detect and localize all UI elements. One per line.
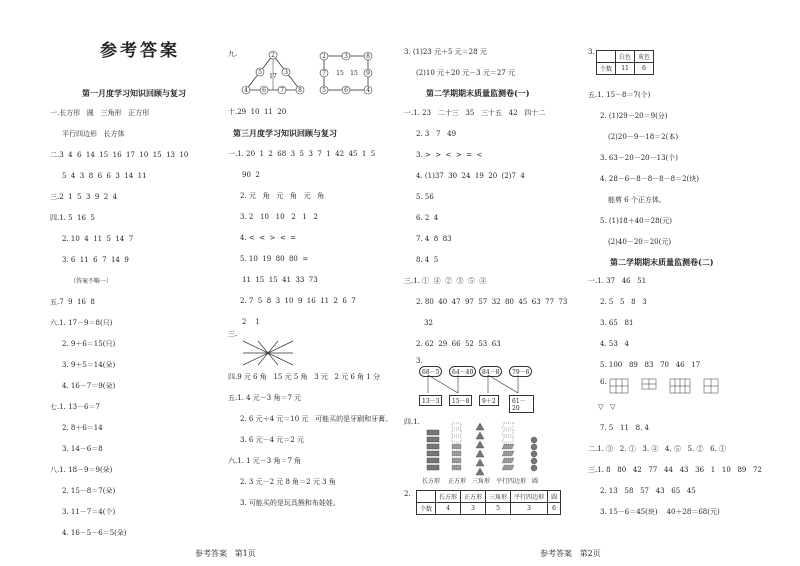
answer-line: 五.1. 4 元－3 角＝7 元 bbox=[228, 394, 302, 402]
table-cell: 3 bbox=[511, 503, 548, 515]
column-4 bbox=[588, 0, 778, 566]
puzzle-number: 5 bbox=[322, 87, 326, 94]
answer-line: 2. 80 40 47 97 57 32 80 45 63 77 73 bbox=[416, 298, 568, 306]
shape-label: 长方形 bbox=[422, 478, 441, 485]
shape-pictograph bbox=[424, 418, 554, 478]
answer-line: 2. 5 5 8 3 bbox=[600, 298, 647, 306]
answer-line: 二.3 4 6 14 15 16 17 10 15 13 10 bbox=[50, 151, 189, 159]
shape-label: 圆 bbox=[532, 478, 539, 485]
puzzle-number: 6 bbox=[344, 87, 348, 94]
answer-line: 3. 2 10 10 2 1 2 bbox=[240, 213, 318, 221]
section-heading-1: 第一月度学习知识回顾与复习 bbox=[82, 88, 186, 98]
answer-line: 5. 56 bbox=[416, 193, 434, 201]
answer-line: 3. 6 11 6 7 14 9 bbox=[62, 256, 129, 264]
answer-line: 11 15 15 41 33 73 bbox=[242, 276, 318, 284]
answer-line: 6. 2 4 bbox=[416, 214, 439, 222]
question-label: 九. bbox=[228, 50, 238, 58]
answer-line: 2. 8＋6＝14 bbox=[62, 424, 103, 432]
question-label: 6. bbox=[600, 378, 607, 386]
answer-note: （答案不唯一） bbox=[70, 278, 113, 285]
puzzle-number: 7 bbox=[322, 70, 326, 77]
column-2 bbox=[228, 0, 393, 566]
triangle-symbols: ▽ ▽ bbox=[598, 403, 616, 411]
answer-line: (2)40－20＝20(元) bbox=[608, 238, 672, 246]
section-heading-exam-2: 第二学期期末质量监测卷(二) bbox=[610, 257, 714, 267]
puzzle-number: 9 bbox=[366, 70, 370, 77]
answer-line: 3. 65 81 bbox=[600, 319, 634, 327]
puzzle-number: 2 bbox=[271, 52, 275, 59]
puzzle-center-number: 15 bbox=[350, 70, 358, 77]
answer-line: 能剪 6 个正方体。 bbox=[608, 196, 666, 204]
answer-line: 3. 可能买的是玩具熊和布娃娃。 bbox=[240, 499, 340, 507]
answer-line: 3. 9＋5＝14(朵) bbox=[62, 361, 116, 369]
formula-box: 64－40 bbox=[449, 366, 476, 377]
answer-line: 2. 15－8＝7(朵) bbox=[62, 487, 116, 495]
line-matching-diagram bbox=[238, 338, 298, 368]
answer-line: (2)10 元＋20 元－3 元＝27 元 bbox=[416, 69, 515, 77]
puzzle-center-number: 15 bbox=[336, 70, 344, 77]
table-header-cell: 圆 bbox=[548, 491, 561, 503]
puzzle-number: 8 bbox=[366, 53, 370, 60]
answer-line: 2. 62 29 66 52 53 63 bbox=[416, 340, 501, 348]
section-heading-3: 第三月度学习知识回顾与复习 bbox=[233, 128, 337, 138]
page-footer-2: 参考答案 第2页 bbox=[540, 549, 601, 558]
answer-line: 2. 元 角 元 角 元 角 bbox=[240, 192, 325, 200]
answer-line: 五.1. 15－8＝7(个) bbox=[588, 91, 651, 99]
answer-line: 一.1. 37 46 51 bbox=[588, 277, 647, 285]
puzzle-number: 2 bbox=[322, 53, 326, 60]
table-cell: 6 bbox=[548, 503, 561, 515]
answer-line: 五.7 9 16 8 bbox=[50, 298, 95, 306]
answer-line: 2. 7 5 8 3 10 9 16 11 2 6 7 bbox=[240, 297, 356, 305]
table-header-cell: 白色 bbox=[616, 51, 635, 63]
formula-box: 15－8 bbox=[449, 395, 472, 406]
formula-connect-lines bbox=[414, 375, 534, 395]
answer-line: 4. < < > < = bbox=[240, 234, 297, 242]
answer-line: 5 4 3 8 6 6 3 14 11 bbox=[62, 172, 147, 180]
formula-box: 79－6 bbox=[509, 366, 532, 377]
column-3 bbox=[404, 0, 576, 566]
answer-line: 3. (1)23 元＋5 元＝28 元 bbox=[404, 48, 487, 56]
column-1 bbox=[50, 0, 230, 566]
formula-box: 61－20 bbox=[509, 395, 534, 413]
question-label: 四.1. bbox=[404, 418, 420, 426]
answer-line: 3. > > < > = < bbox=[416, 151, 483, 159]
answer-line: 2. (1)29－20＝9(分) bbox=[600, 112, 668, 120]
table-header-cell: 灰色 bbox=[635, 51, 654, 63]
shape-label: 正方形 bbox=[448, 478, 467, 485]
answer-line: 7. 4 8 83 bbox=[416, 235, 452, 243]
puzzle-number: 4 bbox=[244, 87, 248, 94]
section-heading-exam-1: 第二学期期末质量监测卷(一) bbox=[426, 88, 530, 98]
answer-line: 2. 9＋6＝15(只) bbox=[62, 340, 116, 348]
answer-line: 5. (1)18＋40＝28(元) bbox=[600, 217, 673, 225]
table-cell: 11 bbox=[616, 63, 635, 75]
answer-line: 3. 14－6＝8 bbox=[62, 445, 103, 453]
table-row-label: 个数 bbox=[597, 63, 616, 75]
table-cell: 6 bbox=[635, 63, 654, 75]
answer-line: 一.1. 23 二十三 35 三十五 42 四十二 bbox=[404, 109, 546, 117]
table-cell: 5 bbox=[486, 503, 511, 515]
puzzle-number: 3 bbox=[344, 53, 348, 60]
answer-line: 2. 6 元＋4 元＝10 元 可能买的是牙刷和牙膏。 bbox=[240, 415, 393, 423]
answer-line: 2. 3 元－2 元 8 角＝2 元 3 角 bbox=[240, 478, 336, 486]
table-corner bbox=[417, 491, 436, 503]
answer-line: 5. 10 19 80 80 = bbox=[240, 255, 309, 263]
answer-line: 十.29 10 11 20 bbox=[228, 108, 287, 116]
puzzle-number: 6 bbox=[262, 87, 266, 94]
answer-line: 2. 13 58 57 43 65 45 bbox=[600, 487, 696, 495]
color-count-table bbox=[596, 50, 654, 75]
answer-line: 四.1. 5 16 5 bbox=[50, 214, 95, 222]
puzzle-number: 3 bbox=[284, 69, 288, 76]
answer-line: 4. 53 4 bbox=[600, 340, 629, 348]
table-cell: 3 bbox=[461, 503, 486, 515]
page-title: 参考答案 bbox=[100, 41, 180, 61]
answer-line: 2. 10 4 11 5 14 7 bbox=[62, 235, 134, 243]
puzzle-number: 7 bbox=[280, 87, 284, 94]
question-label: 3. bbox=[416, 357, 423, 365]
puzzle-number: 4 bbox=[366, 87, 370, 94]
answer-line: 2. 3 7 49 bbox=[416, 130, 457, 138]
answer-line: 4. 16－5－6＝5(朵) bbox=[62, 529, 127, 537]
answer-line: 3. 63－20－20－13(个) bbox=[600, 154, 678, 162]
answer-line: 三.1. ① ④ ② ③ ⑤ ④ bbox=[404, 277, 487, 285]
page-footer-1: 参考答案 第1页 bbox=[195, 549, 256, 558]
formula-box: 68－5 bbox=[419, 366, 442, 377]
puzzle-center-number: 17 bbox=[269, 73, 277, 80]
answer-line: 4. 28－6－8－8－8－8＝2(块) bbox=[600, 175, 699, 183]
square-number-puzzle bbox=[318, 50, 378, 100]
answer-line: 2 1 bbox=[242, 318, 260, 326]
answer-line: 三.2 1 5 3 9 2 4 bbox=[50, 193, 118, 201]
answer-line: 4. (1)37 30 24 19 20 (2)7 4 bbox=[416, 172, 525, 180]
answer-line: 一.长方形 圆 三角形 正方形 bbox=[50, 109, 150, 117]
puzzle-number: 5 bbox=[258, 69, 262, 76]
shape-label: 平行四边形 bbox=[496, 478, 527, 485]
question-label: 3. bbox=[588, 48, 595, 56]
table-cell: 4 bbox=[436, 503, 461, 515]
answer-line: 7. 5 11 8. 4 bbox=[600, 424, 649, 432]
answer-line: 5. 100 89 83 70 46 17 bbox=[600, 361, 701, 369]
formula-box: 13－3 bbox=[419, 395, 442, 406]
answer-line: 90 2 bbox=[242, 171, 260, 179]
answer-line: 三.1. 8 80 42 77 44 43 36 1 10 89 72 bbox=[588, 466, 762, 474]
answer-line: 32 bbox=[424, 319, 433, 327]
answer-line: 八.1. 18－9＝9(朵) bbox=[50, 466, 113, 474]
answer-line: 平行四边形 长方体 bbox=[62, 130, 125, 138]
formula-box: 9＋2 bbox=[479, 395, 499, 406]
puzzle-number: 8 bbox=[298, 87, 302, 94]
table-header-cell: 正方形 bbox=[461, 491, 486, 503]
answer-line: 七.1. 13－6＝7 bbox=[50, 403, 100, 411]
shape-count-table bbox=[416, 490, 561, 515]
table-header-cell: 平行四边形 bbox=[511, 491, 548, 503]
shape-label: 三角形 bbox=[472, 478, 491, 485]
digit-block-figures bbox=[608, 377, 728, 399]
answer-line: 四.9 元 6 角 15 元 5 角 3 元 2 元 6 角 1 分 bbox=[228, 373, 381, 381]
table-header-cell: 长方形 bbox=[436, 491, 461, 503]
table-corner bbox=[597, 51, 616, 63]
question-label: 三. bbox=[228, 330, 238, 338]
table-row-label: 个数 bbox=[417, 503, 436, 515]
answer-line: (2)20－9－18＝2(本) bbox=[608, 133, 679, 141]
answer-line: 六.1. 17－9＝8(只) bbox=[50, 319, 113, 327]
formula-box: 84－8 bbox=[479, 366, 502, 377]
answer-line: 8. 4 5 bbox=[416, 256, 439, 264]
answer-line: 六.1. 1 元－3 角＝7 角 bbox=[228, 457, 302, 465]
answer-line: 4. 16－7＝9(朵) bbox=[62, 382, 116, 390]
answer-line: 一.1. 20 1 2 68 3 5 3 7 1 42 45 1 5 bbox=[228, 150, 376, 158]
table-header-cell: 三角形 bbox=[486, 491, 511, 503]
question-label: 2. bbox=[404, 490, 411, 498]
triangle-number-puzzle bbox=[238, 50, 308, 100]
formula-tree bbox=[414, 362, 534, 412]
answer-line: 二.1. ③ 2. ① 3. ④ 4. ⑤ 5. ② 6. ① bbox=[588, 445, 727, 453]
answer-line: 3. 15－6＝45(块) 40＋28＝68(元) bbox=[600, 508, 720, 516]
answer-line: 3. 6 元－4 元＝2 元 bbox=[240, 436, 304, 444]
answer-line: 3. 11－7＝4(个) bbox=[62, 508, 116, 516]
